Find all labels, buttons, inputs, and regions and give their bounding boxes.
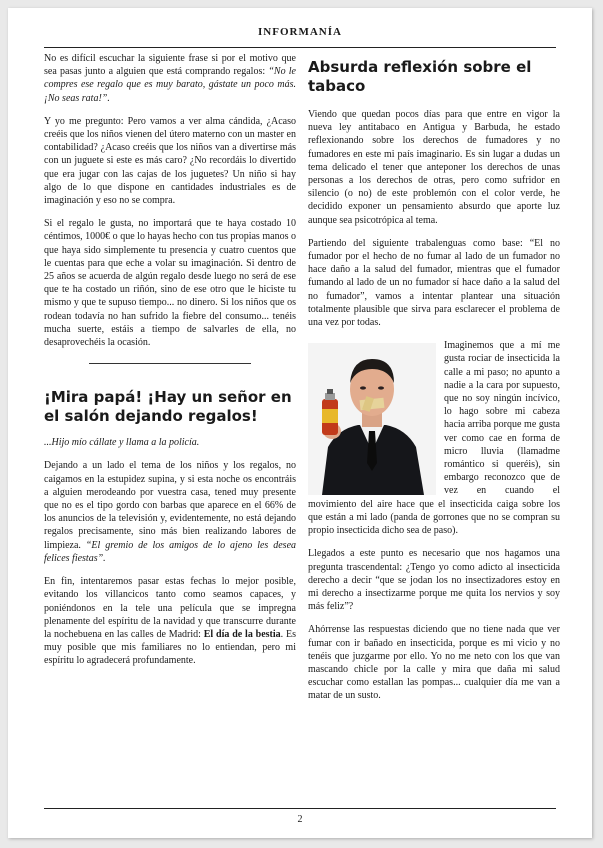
right-column xyxy=(308,52,560,713)
photo-illustration xyxy=(308,343,436,495)
paragraph-4-text: Dejando a un lado el tema de los niños y los regalos, no caigamos en la estupidez supina, y si esta noche os encontráis a alguien merodeando por vuestra casa, tened muy presente que no es el tipo gordo con barbas que aparece en el 66% de los anuncios de la televisión y, evidentemente, no está dejando regalos precisamente, sino más bien realizando labores de limpieza. xyxy=(44,460,296,551)
section-heading-regalos: ¡Mira papá! ¡Hay un señor en el salón dejando regalos! xyxy=(44,388,292,426)
paragraph-1-text: No es difícil escuchar la siguiente frase si por el motivo que sea pasas junto a alguien que está comprando regalos: xyxy=(44,53,296,78)
footer-divider xyxy=(44,808,556,809)
article-paragraph-1: Viendo que quedan pocos días para que entre en vigor la nueva ley antitabaco en Antigua y Barbuda, he estado reflexionando sobre los derechos de fumadores y no fumadores en este mi país imaginario. Es sin lugar a dudas un tema delicado el tener que anteponer los derechos de unas personas a los derechos de otras, pero como sufridor en silencio (o no) de este problemón con el color verde, he decidido exponer un pensamiento absurdo que aporte luz aunque sea psicotrópica al tema. xyxy=(308,109,560,226)
paragraph-3: Si el regalo le gusta, no importará que te haya costado 10 céntimos, 1000€ o que lo hayas hecho con tus propias manos o que haya sido simplemente tu presencia y cuatro cuentos que le cuentas para que eche a volar su imaginación. Si dentro de 25 años se acuerda de algún regalo desde luego no será de ese que te ha costado un riñón, sino de ese otro que le hiciste tu mismo y que te supuso tiempo... no dinero. Si los niños que os rodean todavía no han sufrido la fiebre del consumo... tenéis mucha suerte, estáis a tiempo de salvarles de ella, no desaprovechéis la ocasión. xyxy=(44,218,296,349)
header-divider xyxy=(44,47,556,48)
movie-title: El día de la bestia xyxy=(203,628,281,640)
left-column xyxy=(44,52,296,678)
article-paragraph-3 xyxy=(308,339,560,537)
paragraph-5 xyxy=(44,575,296,667)
article-paragraph-2: Partiendo del siguiente trabalenguas como base: “El no fumador por el hecho de no fumar al lado de un fumador no hace daño a la salud del fumador, mientras que el fumador fumando al lado de un no fumador sí hace daño a la salud del no fumador”, vamos a intentar plantear una situación totalmente plausible que sirva para esclarecer el problema de una vez por todas. xyxy=(308,237,560,329)
section-divider xyxy=(89,363,251,364)
page-number: 2 xyxy=(297,814,303,825)
section-lead: ...Hijo mío cállate y llama a la policía. xyxy=(44,437,200,449)
page-header-title: INFORMANÍA xyxy=(258,26,342,38)
paragraph-1 xyxy=(44,52,296,105)
man-with-spray-photo xyxy=(308,343,436,495)
paragraph-4 xyxy=(44,459,296,565)
article-heading-tabaco: Absurda reflexión sobre el tabaco xyxy=(308,58,532,95)
article-paragraph-4: Llegados a este punto es necesario que nos hagamos una pregunta trascendental: ¿Tengo yo como adicto al insecticida derecho a decir “que se jodan los no insectizadores estoy en mi derecho a insectizarme porque me quita los nervios y soy más feliz”? xyxy=(308,548,560,613)
article-paragraph-5: Ahórrense las respuestas diciendo que no tiene nada que ver fumar con ir bañado en insecticida, porque es mi vicio y no tenéis que juzgarme por ello. Yo no me neto con los que van mascando chicle por la calle y mira que daña mi salud escuchar como estallan las pompas... cualquier día me van a matar de un susto. xyxy=(308,624,560,702)
paragraph-5-end: . Es muy posible que mis familiares no lo entiendan, pero mi espíritu lo agradecerá profundamente. xyxy=(44,628,297,667)
paragraph-4-quote: “El gremio de los amigos de lo ajeno les desea felices fiestas”. xyxy=(44,539,297,564)
paragraph-2: Y yo me pregunto: Pero vamos a ver alma cándida, ¿Acaso creéis que los niños vienen del útero materno con un master en contabilidad? ¿Acaso creéis que los niños van a divertirse más con un juguete si este es más caro? ¿No recordáis lo divertido que era jugar con las cajas de los juguetes? Un niño si hay algo de lo que dispone en cantidades industriales es de imaginación y eso no se compra. xyxy=(44,115,296,207)
paragraph-5-text: En fin, intentaremos pasar estas fechas lo mejor posible, evitando los villancicos tanto como seamos capaces, y poniéndonos en la tele una película que se impregna plenamente del espíritu de la navidad y que transcurre durante la nochebuena en las calles de Madrid: xyxy=(44,576,296,640)
article-paragraph-3-text: Imaginemos que a mí me gusta rociar de insecticida la calle a mi paso; no apunto a nadie a la cara por supuesto, que no soy ningún incívico, lo hago sobre mi cabeza hacia arriba porque me gusta ver como cae en forma de micro lluvia (llamadme romántico si queréis), sin embargo reconozco que de vez en cuando el movimiento del aire hace que el insecticida caiga sobre los que están a mi lado (panda de gorrones que no se compran su propio insecticida dicho sea de paso). xyxy=(308,340,560,537)
document-page xyxy=(8,8,592,838)
paragraph-1-quote: “No le compres ese regalo que es muy barato, gástate un poco más. ¡No seas rata!”. xyxy=(44,66,296,104)
